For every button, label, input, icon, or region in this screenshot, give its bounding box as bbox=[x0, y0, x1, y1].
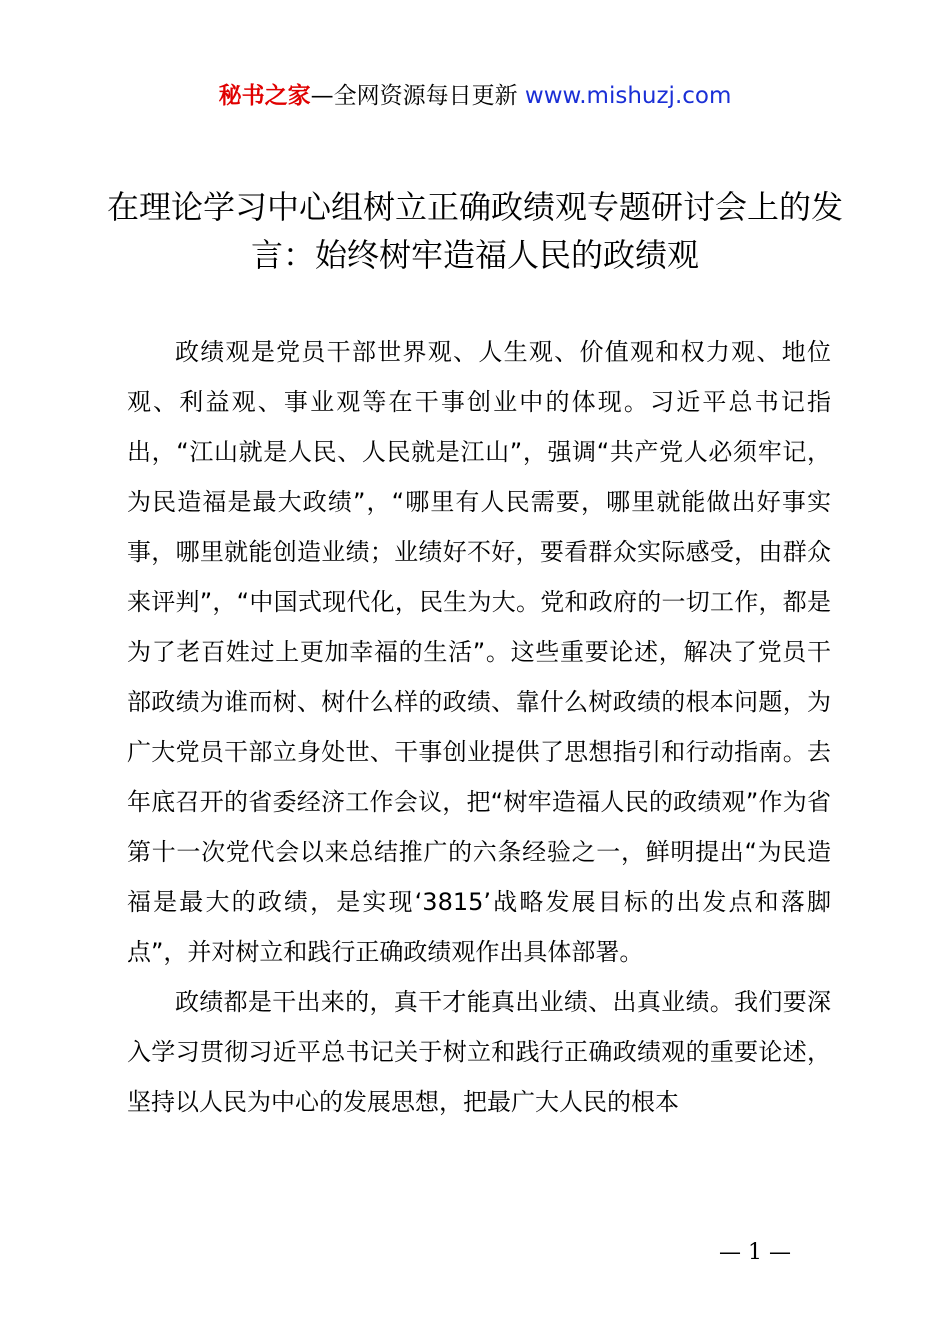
document-title: 在理论学习中心组树立正确政绩观专题研讨会上的发言：始终树牢造福人民的政绩观 bbox=[106, 188, 843, 274]
document-body bbox=[127, 327, 831, 1127]
body-paragraph: 政绩观是党员干部世界观、人生观、价值观和权力观、地位观、利益观、事业观等在干事创业中的体现。习近平总书记指出，“江山就是人民、人民就是江山”，强调“共产党人必须牢记，为民造福是最大政绩”，“哪里有人民需要，哪里就能做出好事实事，哪里就能创造业绩；业绩好不好，要看群众实际感受，由群众来评判”，“中国式现代化，民生为大。党和政府的一切工作，都是为了老百姓过上更加幸福的生活”。这些重要论述，解决了党员干部政绩为谁而树、树什么样的政绩、靠什么树政绩的根本问题，为广大党员干部立身处世、干事创业提供了思想指引和行动指南。去年底召开的省委经济工作会议，把“树牢造福人民的政绩观”作为省第十一次党代会以来总结推广的六条经验之一，鲜明提出“为民造福是最大的政绩，是实现‘3815’战略发展目标的出发点和落脚点”，并对树立和践行正确政绩观作出具体部署。 bbox=[127, 338, 831, 966]
body-paragraph: 政绩都是干出来的，真干才能真出业绩、出真业绩。我们要深入学习贯彻习近平总书记关于树立和践行正确政绩观的重要论述，坚持以人民为中心的发展思想，把最广大人民的根本 bbox=[127, 988, 831, 1116]
site-tagline: —全网资源每日更新 bbox=[310, 83, 525, 109]
site-brand: 秘书之家 bbox=[218, 83, 311, 109]
site-header bbox=[0, 80, 950, 112]
site-url-link[interactable]: www.mishuzj.com bbox=[524, 83, 732, 109]
page-number: — 1 — bbox=[719, 1240, 791, 1265]
